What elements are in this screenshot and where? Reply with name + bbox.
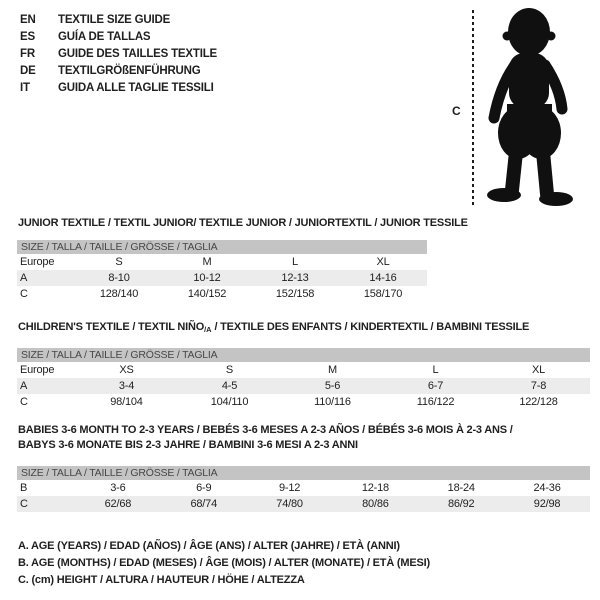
cell-value: 128/140 xyxy=(99,288,139,300)
cell-value: 74/80 xyxy=(276,498,303,510)
column-header-xl: XL xyxy=(376,256,390,268)
cell-value: 4-5 xyxy=(221,380,238,392)
column-header-m: M xyxy=(202,256,212,268)
cell-value: 110/116 xyxy=(314,396,351,408)
language-title: GUIDE DES TAILLES TEXTILE xyxy=(58,48,217,60)
cell-value: 3-6 xyxy=(110,482,126,494)
table-title-children xyxy=(18,320,588,337)
language-row-it xyxy=(20,80,217,97)
table-row-age-months xyxy=(17,480,590,496)
cell-value: 104/110 xyxy=(210,396,249,408)
table-row-height xyxy=(17,496,590,512)
children-size-table xyxy=(17,348,590,410)
baby-silhouette-icon xyxy=(482,6,578,206)
language-title-list xyxy=(20,12,217,97)
row-label: C xyxy=(20,396,28,408)
title-line-2: BABYS 3-6 MONATE BIS 2-3 JAHRE / BAMBINI 3-6 MESI A 2-3 ANNI xyxy=(18,439,358,451)
cell-value: 10-12 xyxy=(193,272,221,284)
cell-value: 158/170 xyxy=(363,288,403,300)
cell-value: 116/122 xyxy=(416,396,455,408)
size-header-bar: SIZE / TALLA / TAILLE / GRÖSSE / TAGLIA xyxy=(17,240,427,254)
title-text: CHILDREN'S TEXTILE / TEXTIL NIÑO xyxy=(18,321,205,333)
legend-line-a: A. AGE (YEARS) / EDAD (AÑOS) / ÂGE (ANS) / ALTER (JAHRE) / ETÀ (ANNI) xyxy=(18,540,400,552)
language-title: GUÍA DE TALLAS xyxy=(58,31,151,43)
cell-value: 14-16 xyxy=(369,272,397,284)
measurement-legend xyxy=(18,538,430,589)
language-title: TEXTILGRÖßENFÜHRUNG xyxy=(58,65,201,77)
language-code: DE xyxy=(20,65,36,77)
height-measure-label: C xyxy=(452,104,461,118)
title-subscript: /A xyxy=(204,325,212,334)
size-header-bar: SIZE / TALLA / TAILLE / GRÖSSE / TAGLIA xyxy=(17,466,590,480)
cell-value: 12-13 xyxy=(281,272,309,284)
column-header-europe: Europe xyxy=(20,364,55,376)
table-row-height xyxy=(17,286,427,302)
cell-value: 92/98 xyxy=(533,498,561,510)
column-header-l: L xyxy=(432,364,439,376)
table-row-columns xyxy=(17,254,427,270)
language-title: GUIDA ALLE TAGLIE TESSILI xyxy=(58,82,214,94)
table-title-babies xyxy=(18,423,588,453)
language-code: EN xyxy=(20,14,36,26)
cell-value: 68/74 xyxy=(190,498,217,510)
babies-size-table xyxy=(17,466,590,512)
cell-value: 5-6 xyxy=(324,380,341,392)
title-line-1: BABIES 3-6 MONTH TO 2-3 YEARS / BEBÉS 3-6 MESES A 2-3 AÑOS / BÉBÉS 3-6 MOIS À 2-3 ANS / xyxy=(18,424,513,436)
size-header-bar: SIZE / TALLA / TAILLE / GRÖSSE / TAGLIA xyxy=(17,348,590,362)
cell-value: 86/92 xyxy=(447,498,475,510)
row-label: C xyxy=(20,288,28,300)
row-label: A xyxy=(20,380,28,392)
language-row-de xyxy=(20,63,217,80)
table-row-age xyxy=(17,270,427,286)
column-header-l: L xyxy=(292,256,298,268)
cell-value: 18-24 xyxy=(447,482,475,494)
cell-value: 140/152 xyxy=(187,288,227,300)
row-label: A xyxy=(20,272,28,284)
language-code: IT xyxy=(20,82,30,94)
cell-value: 24-36 xyxy=(533,482,561,494)
table-title-junior: JUNIOR TEXTILE / TEXTIL JUNIOR/ TEXTILE JUNIOR / JUNIORTEXTIL / JUNIOR TESSILE xyxy=(18,217,468,229)
language-row-en xyxy=(20,12,217,29)
table-row-height xyxy=(17,394,590,410)
language-code: ES xyxy=(20,31,35,43)
language-row-fr xyxy=(20,46,217,63)
language-code: FR xyxy=(20,48,35,60)
cell-value: 62/68 xyxy=(104,498,132,510)
cell-value: 122/128 xyxy=(519,396,558,408)
column-header-xs: XS xyxy=(119,364,134,376)
height-measure-dashed-line xyxy=(472,10,474,208)
column-header-xl: XL xyxy=(531,364,546,376)
cell-value: 152/158 xyxy=(275,288,315,300)
row-label: B xyxy=(20,482,28,494)
cell-value: 6-9 xyxy=(196,482,212,494)
language-row-es xyxy=(20,29,217,46)
legend-line-b: B. AGE (MONTHS) / EDAD (MESES) / ÂGE (MOIS) / ALTER (MONATE) / ETÀ (MESI) xyxy=(18,557,430,569)
column-header-m: M xyxy=(328,364,337,376)
junior-size-table xyxy=(17,240,427,302)
column-header-s: S xyxy=(225,364,234,376)
cell-value: 3-4 xyxy=(118,380,135,392)
cell-value: 12-18 xyxy=(361,482,389,494)
column-header-europe: Europe xyxy=(20,256,55,268)
language-title: TEXTILE SIZE GUIDE xyxy=(58,14,171,26)
row-label: C xyxy=(20,498,28,510)
measurement-figure xyxy=(448,4,593,216)
title-text: / TEXTILE DES ENFANTS / KINDERTEXTIL / BAMBINI TESSILE xyxy=(211,321,530,333)
legend-line-c: C. (cm) HEIGHT / ALTURA / HAUTEUR / HÖHE / ALTEZZA xyxy=(18,574,305,586)
cell-value: 6-7 xyxy=(427,380,444,392)
cell-value: 7-8 xyxy=(530,380,547,392)
cell-value: 98/104 xyxy=(110,396,143,408)
table-row-age xyxy=(17,378,590,394)
table-row-columns xyxy=(17,362,590,378)
cell-value: 9-12 xyxy=(278,482,301,494)
cell-value: 80/86 xyxy=(362,498,389,510)
cell-value: 8-10 xyxy=(108,272,130,284)
column-header-s: S xyxy=(115,256,123,268)
